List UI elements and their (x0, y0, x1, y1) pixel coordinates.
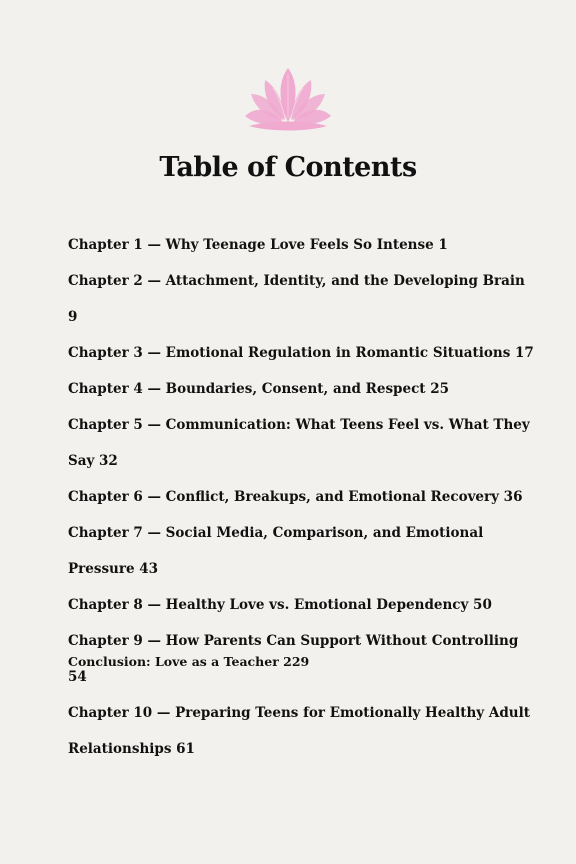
toc-item: Chapter 3 — Emotional Regulation in Romantic Situations 17 (68, 345, 534, 361)
table-of-contents (68, 227, 538, 767)
toc-item: Chapter 8 — Healthy Love vs. Emotional Dependency 50 (68, 597, 492, 613)
toc-conclusion: Conclusion: Love as a Teacher 229 (68, 654, 310, 669)
page-title: Table of Contents (159, 152, 417, 183)
toc-item: Chapter 10 — Preparing Teens for Emotionally Healthy Adult Relationships 61 (68, 705, 530, 757)
toc-item: Chapter 2 — Attachment, Identity, and the Developing Brain 9 (68, 273, 525, 325)
toc-item: Chapter 7 — Social Media, Comparison, and Emotional Pressure 43 (68, 525, 484, 577)
toc-item: Chapter 6 — Conflict, Breakups, and Emotional Recovery 36 (68, 489, 523, 505)
toc-item: Chapter 9 — How Parents Can Support Without Controlling 54 (68, 633, 519, 685)
toc-item: Chapter 5 — Communication: What Teens Feel vs. What They Say 32 (68, 417, 530, 469)
toc-item: Chapter 4 — Boundaries, Consent, and Respect 25 (68, 381, 450, 397)
toc-item: Chapter 1 — Why Teenage Love Feels So Intense 1 (68, 237, 448, 253)
lotus-icon (243, 66, 333, 134)
